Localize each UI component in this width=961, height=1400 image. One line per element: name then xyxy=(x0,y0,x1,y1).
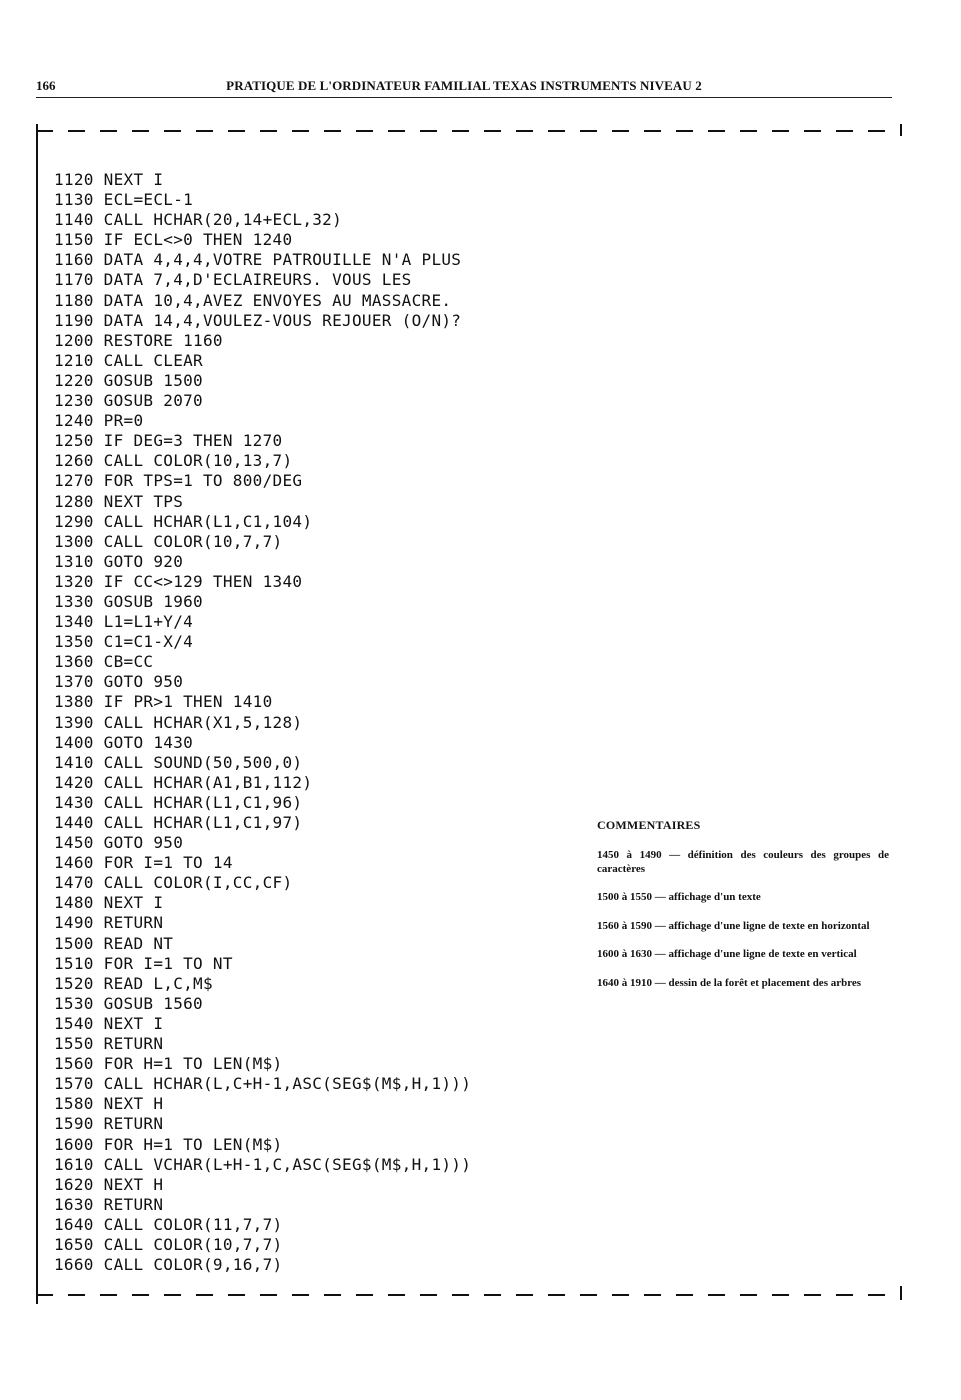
code-line: 1320 IF CC<>129 THEN 1340 xyxy=(54,571,303,591)
code-line: 1120 NEXT I xyxy=(54,170,164,189)
code-line: 1340 L1=L1+Y/4 xyxy=(54,612,194,632)
code-line: 1460 FOR I=1 TO 14 xyxy=(54,853,233,873)
code-line: 1600 FOR H=1 TO LEN(M$) xyxy=(54,1134,283,1154)
code-line: 1580 NEXT H xyxy=(54,1094,164,1114)
comment-item: 1500 à 1550 — affichage d'un texte xyxy=(597,891,761,903)
code-line: 1350 C1=C1-X/4 xyxy=(54,632,194,652)
code-line: 1290 CALL HCHAR(L1,C1,104) xyxy=(54,511,313,531)
code-line: 1180 DATA 10,4,AVEZ ENVOYES AU MASSACRE. xyxy=(54,290,452,310)
code-line: 1480 NEXT I xyxy=(54,893,164,913)
code-line: 1500 READ NT xyxy=(54,933,174,953)
header-rule xyxy=(36,97,892,98)
page-number: 166 xyxy=(36,78,56,93)
code-line: 1530 GOSUB 1560 xyxy=(54,993,203,1013)
code-line: 1330 GOSUB 1960 xyxy=(54,591,203,611)
comments-panel xyxy=(597,818,889,1005)
code-line: 1660 CALL COLOR(9,16,7) xyxy=(54,1255,283,1275)
comments-title: COMMENTAIRES xyxy=(597,818,701,832)
code-line: 1400 GOTO 1430 xyxy=(54,732,194,752)
code-line: 1450 GOTO 950 xyxy=(54,833,184,853)
page-header xyxy=(36,76,892,96)
code-line: 1640 CALL COLOR(11,7,7) xyxy=(54,1214,283,1234)
comments-list xyxy=(597,849,889,990)
left-border xyxy=(36,124,38,1304)
code-line: 1610 CALL VCHAR(L+H-1,C,ASC(SEG$(M$,H,1))) xyxy=(54,1154,472,1174)
code-line: 1510 FOR I=1 TO NT xyxy=(54,953,233,973)
code-line: 1420 CALL HCHAR(A1,B1,112) xyxy=(54,772,313,792)
comment-item: 1640 à 1910 — dessin de la forêt et placement des arbres xyxy=(597,976,862,989)
code-line: 1200 RESTORE 1160 xyxy=(54,330,223,350)
code-line: 1590 RETURN xyxy=(54,1114,164,1134)
code-line: 1140 CALL HCHAR(20,14+ECL,32) xyxy=(54,210,343,230)
code-line: 1630 RETURN xyxy=(54,1194,164,1214)
top-dashed-border xyxy=(36,130,902,132)
code-line: 1390 CALL HCHAR(X1,5,128) xyxy=(54,712,303,732)
code-line: 1310 GOTO 920 xyxy=(54,551,184,571)
code-line: 1570 CALL HCHAR(L,C+H-1,ASC(SEG$(M$,H,1))) xyxy=(54,1074,472,1094)
code-line: 1230 GOSUB 2070 xyxy=(54,391,203,411)
code-line: 1260 CALL COLOR(10,13,7) xyxy=(54,451,293,471)
code-line: 1220 GOSUB 1500 xyxy=(54,370,203,390)
right-border-top xyxy=(900,124,902,136)
code-line: 1620 NEXT H xyxy=(54,1174,164,1194)
comment-item: 1600 à 1630 — affichage d'une ligne de texte en vertical xyxy=(597,948,857,960)
code-line: 1190 DATA 14,4,VOULEZ-VOUS REJOUER (O/N)? xyxy=(54,310,462,330)
code-line: 1380 IF PR>1 THEN 1410 xyxy=(54,692,273,712)
running-title: PRATIQUE DE L'ORDINATEUR FAMILIAL TEXAS INSTRUMENTS NIVEAU 2 xyxy=(226,78,702,93)
code-line: 1470 CALL COLOR(I,CC,CF) xyxy=(54,873,293,893)
code-line: 1130 ECL=ECL-1 xyxy=(54,190,194,210)
code-line: 1410 CALL SOUND(50,500,0) xyxy=(54,752,303,772)
code-line: 1280 NEXT TPS xyxy=(54,491,184,511)
code-line: 1160 DATA 4,4,4,VOTRE PATROUILLE N'A PLUS xyxy=(54,250,462,270)
code-line: 1430 CALL HCHAR(L1,C1,96) xyxy=(54,792,303,812)
right-border-bottom xyxy=(900,1286,902,1300)
code-line: 1240 PR=0 xyxy=(54,411,144,431)
code-line: 1550 RETURN xyxy=(54,1034,164,1054)
code-line: 1650 CALL COLOR(10,7,7) xyxy=(54,1234,283,1254)
code-line: 1170 DATA 7,4,D'ECLAIREURS. VOUS LES xyxy=(54,270,412,290)
bottom-dashed-border xyxy=(36,1294,902,1296)
code-line: 1560 FOR H=1 TO LEN(M$) xyxy=(54,1054,283,1074)
basic-code-listing xyxy=(54,170,471,1275)
code-line: 1270 FOR TPS=1 TO 800/DEG xyxy=(54,471,303,491)
code-line: 1440 CALL HCHAR(L1,C1,97) xyxy=(54,813,303,832)
code-line: 1360 CB=CC xyxy=(54,652,154,672)
comment-item: 1560 à 1590 — affichage d'une ligne de texte en horizontal xyxy=(597,919,870,932)
code-line: 1250 IF DEG=3 THEN 1270 xyxy=(54,431,283,451)
code-line: 1150 IF ECL<>0 THEN 1240 xyxy=(54,230,293,250)
code-line: 1490 RETURN xyxy=(54,913,164,933)
code-line: 1300 CALL COLOR(10,7,7) xyxy=(54,531,283,551)
code-line: 1370 GOTO 950 xyxy=(54,672,184,692)
code-line: 1210 CALL CLEAR xyxy=(54,350,203,370)
code-line: 1520 READ L,C,M$ xyxy=(54,973,213,993)
code-line: 1540 NEXT I xyxy=(54,1013,164,1033)
comment-item: 1450 à 1490 — définition des couleurs des groupes de caractères xyxy=(597,849,889,875)
